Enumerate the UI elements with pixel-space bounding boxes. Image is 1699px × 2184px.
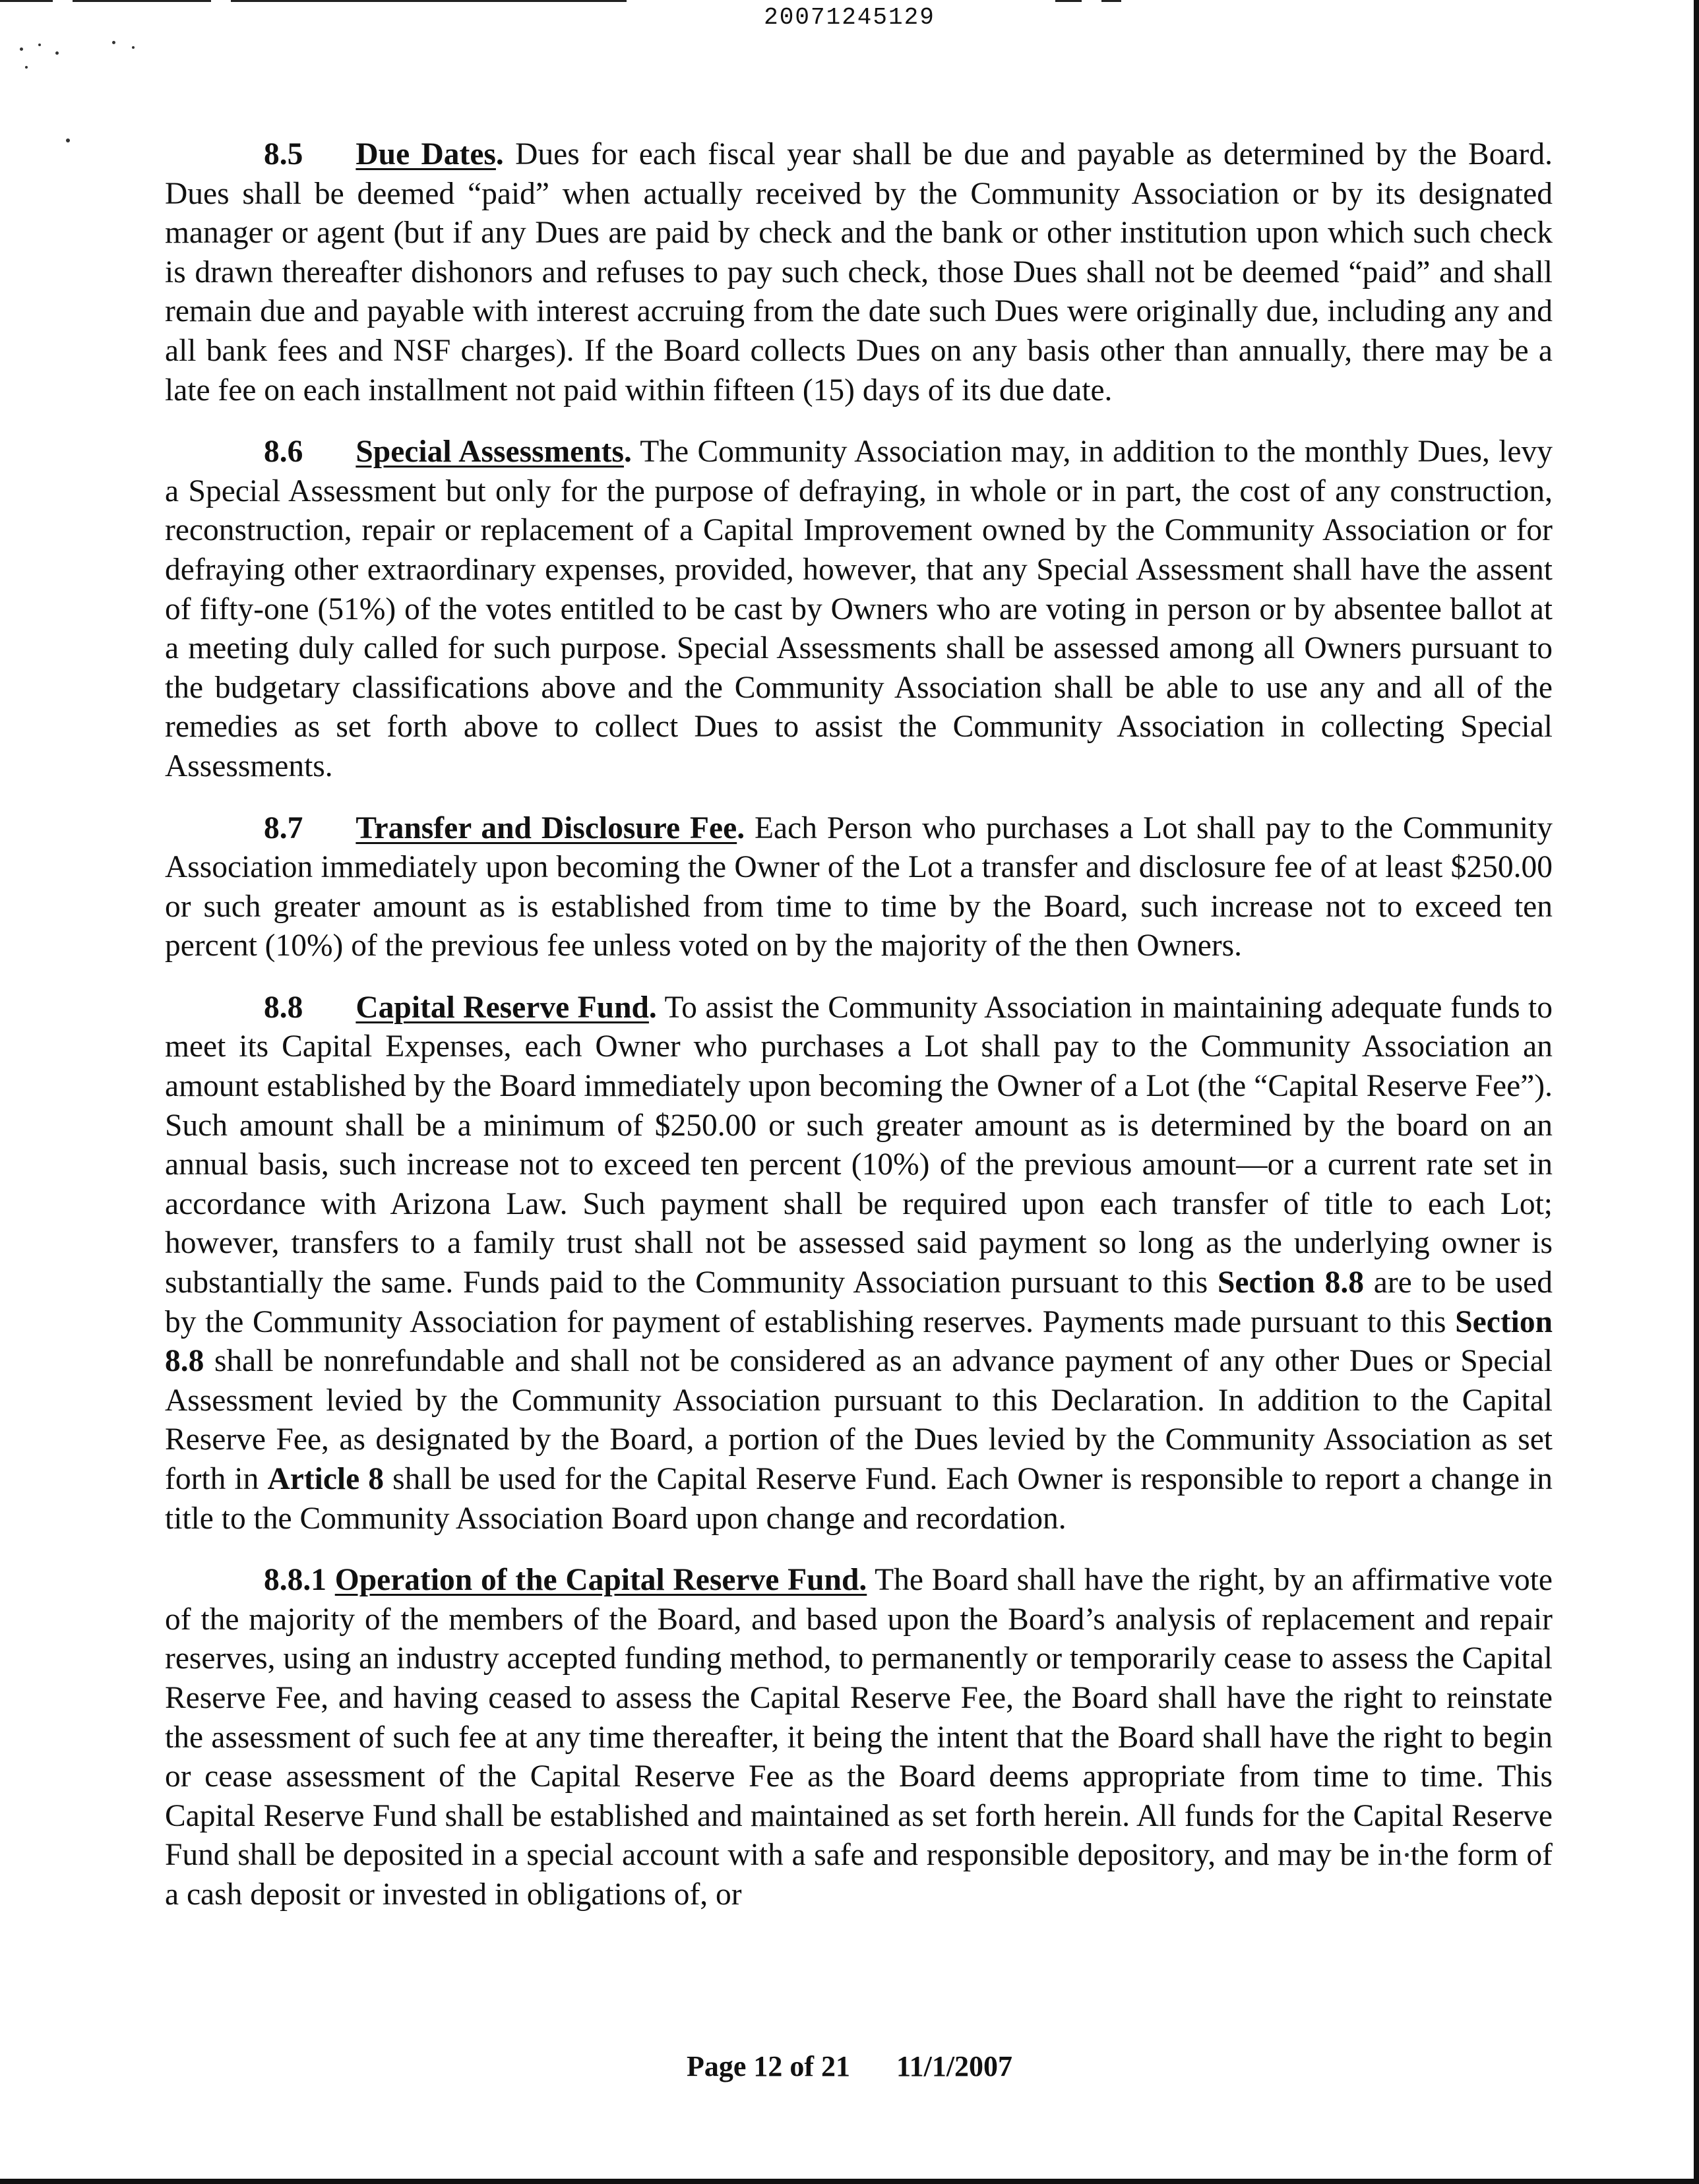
scan-speck bbox=[55, 51, 59, 55]
section-number: 8.5 bbox=[264, 137, 303, 171]
scan-edge-rule bbox=[1055, 0, 1082, 2]
scan-edge-rule bbox=[0, 0, 53, 2]
section-text: The Community Association may, in addition to the monthly Dues, levy a Special Assessment but only for the purpose of defraying, in whole or in part, the cost of any construction, reconstruction, repair or replacement of a Capital Improvement owned by the Community Association or for defraying other extraordinary expenses, provided, however, that any Special Assessment shall have the assent of fifty-one (51%) of the votes entitled to be cast by Owners who are voting in person or by absentee ballot at a meeting duly called for such purpose. Special Assessments shall be assessed among all Owners pursuant to the budgetary classifications above and the Community Association shall be able to use any and all of the remedies as set forth above to collect Dues to assist the Community Association in collecting Special Assessments. bbox=[165, 435, 1553, 783]
section-number: 8.8 bbox=[264, 990, 303, 1025]
scan-speck bbox=[66, 138, 70, 142]
scan-speck bbox=[38, 44, 41, 46]
scan-speck bbox=[132, 46, 135, 49]
section-text: The Board shall have the right, by an affirmative vote of the majority of the members of the Board, and based upon the Board’s analysis of replacement and repair reserves, using an industry accepted funding method, to permanently or temporarily cease to assess the Capital Reserve Fee, and having ceased to assess the Capital Reserve Fee, the Board shall have the right to reinstate the assessment of such fee at any time thereafter, it being the intent that the Board shall have the right to begin or cease assessment of the Capital Reserve Fee as the Board deems appropriate from time to time. This Capital Reserve Fund shall be established and maintained as set forth herein. All funds for the Capital Reserve Fund shall be deposited in a special account with a safe and responsible depository, and may be in the form of a cash deposit or invested in obligations of, or bbox=[165, 1563, 1553, 1912]
scan-edge-rule bbox=[73, 0, 211, 2]
scan-speck bbox=[25, 66, 28, 69]
section-title: Transfer and Disclosure Fee bbox=[355, 810, 737, 845]
section-title: Operation of the Capital Reserve Fund. bbox=[334, 1563, 867, 1598]
section-title: Special Assessments bbox=[355, 435, 624, 470]
section-number: 8.6 bbox=[264, 435, 303, 470]
page-number: Page 12 of 21 bbox=[686, 2050, 851, 2082]
section-text: are to be used by the Community Association for payment of establishing reserves. Payments made pursuant to this bbox=[165, 1265, 1553, 1339]
scan-edge-rule bbox=[1101, 0, 1121, 2]
document-date: 11/1/2007 bbox=[896, 2050, 1013, 2082]
page-footer bbox=[0, 2049, 1699, 2083]
section-8-6: 8.6 Special Assessments. The Community Association may, in addition to the monthly Dues, levy a Special Assessment but only for the purpose of defraying, in whole or in part, the cost of any construction, reconstruction, repair or replacement of a Capital Improvement owned by the Community Association or for defraying other extraordinary expenses, provided, however, that any Special Assessment shall have the assent of fifty-one (51%) of the votes entitled to be cast by Owners who are voting in person or by absentee ballot at a meeting duly called for such purpose. Special Assessments shall be assessed among all Owners pursuant to the budgetary classifications above and the Community Association shall be able to use any and all of the remedies as set forth above to collect Dues to assist the Community Association in collecting Special Assessments. bbox=[165, 435, 1553, 783]
article-reference: Article 8 bbox=[267, 1462, 385, 1496]
section-text: shall be nonrefundable and shall not be considered as an advance payment of any other Dues or Special Assessment levied by the Community Association pursuant to this Declaration. In addition to the Capital Reserve Fee, as designated by the Board, a portion of the Dues levied by the Community Association as set forth in bbox=[165, 1344, 1553, 1496]
section-8-5: 8.5 Due Dates. Dues for each fiscal year shall be due and payable as determined by the Board. Dues shall be deemed “paid” when actually received by the Community Association or by its designated manager or agent (but if any Dues are paid by check and the bank or other institution upon which such check is drawn thereafter dishonors and refuses to pay such check, those Dues shall not be deemed “paid” and shall remain due and payable with interest accruing from the date such Dues were originally due, including any and all bank fees and NSF charges). If the Board collects Dues on any basis other than annually, there may be a late fee on each installment not paid within fifteen (15) days of its due date. bbox=[165, 137, 1553, 408]
section-number: 8.8.1 bbox=[264, 1563, 326, 1598]
scan-speck bbox=[20, 47, 23, 51]
document-body bbox=[165, 135, 1553, 1937]
section-title: Capital Reserve Fund bbox=[355, 990, 649, 1025]
section-title: Due Dates bbox=[355, 137, 496, 171]
scan-speck bbox=[112, 41, 115, 44]
scan-border-right bbox=[1694, 0, 1699, 2184]
section-text: Each Person who purchases a Lot shall pay to the Community Association immediately upon becoming the Owner of the Lot a transfer and disclosure fee of at least $250.00 or such greater amount as is established from time to time by the Board, such increase not to exceed ten percent (10%) of the previous fee unless voted on by the majority of the then Owners. bbox=[165, 810, 1553, 963]
section-text: Dues for each fiscal year shall be due and payable as determined by the Board. Dues shall be deemed “paid” when actually received by the Community Association or by its designated manager or agent (but if any Dues are paid by check and the bank or other institution upon which such check is drawn thereafter dishonors and refuses to pay such check, those Dues shall not be deemed “paid” and shall remain due and payable with interest accruing from the date such Dues were originally due, including any and all bank fees and NSF charges). If the Board collects Dues on any basis other than annually, there may be a late fee on each installment not paid within fifteen (15) days of its due date. bbox=[165, 137, 1553, 408]
section-8-8-1 bbox=[165, 1561, 1553, 1914]
section-8-8: 8.8 Capital Reserve Fund. To assist the Community Association in maintaining adequate funds to meet its Capital Expenses, each Owner who purchases a Lot shall pay to the Community Association an amount established by the Board immediately upon becoming the Owner of a Lot (the “Capital Reserve Fee”). Such amount shall be a minimum of $250.00 or such greater amount as is determined by the board on an annual basis, such increase not to exceed ten percent (10%) of the previous amount—or a current rate set in accordance with Arizona Law. Such payment shall be required upon each transfer of title to each Lot; however, transfers to a family trust shall not be assessed said payment so long as the underlying owner is substantially the same. Funds paid to the Community Association pursuant to this Section 8.8 are to be used by the Community Association for payment of establishing reserves. Payments made pursuant to this Section 8.8 shall be nonrefundable and shall not be considered as an advance payment of any other Dues or Special Assessment levied by the Community Association pursuant to this Declaration. In addition to the Capital Reserve Fee, as designated by the Board, a portion of the Dues levied by the Community Association as set forth in Article 8 shall be used for the Capital Reserve Fund. Each Owner is responsible to report a change in title to the Community Association Board upon change and recordation. bbox=[165, 990, 1553, 1536]
section-text: To assist the Community Association in maintaining adequate funds to meet its Capital Expenses, each Owner who purchases a Lot shall pay to the Community Association an amount established by the Board immediately upon becoming the Owner of a Lot (the “Capital Reserve Fee”). Such amount shall be a minimum of $250.00 or such greater amount as is determined by the board on an annual basis, such increase not to exceed ten percent (10%) of the previous amount—or a current rate set in accordance with Arizona Law. Such payment shall be required upon each transfer of title to each Lot; however, transfers to a family trust shall not be assessed said payment so long as the underlying owner is substantially the same. Funds paid to the Community Association pursuant to this bbox=[165, 990, 1553, 1300]
section-reference: Section 8.8 bbox=[165, 1304, 1553, 1379]
scan-edge-rule bbox=[231, 0, 627, 2]
section-reference: Section 8.8 bbox=[1218, 1265, 1364, 1300]
section-8-7: 8.7 Transfer and Disclosure Fee. Each Person who purchases a Lot shall pay to the Community Association immediately upon becoming the Owner of the Lot a transfer and disclosure fee of at least $250.00 or such greater amount as is established from time to time by the Board, such increase not to exceed ten percent (10%) of the previous fee unless voted on by the majority of the then Owners. bbox=[165, 810, 1553, 963]
section-number: 8.7 bbox=[264, 810, 303, 845]
recording-number: 20071245129 bbox=[764, 4, 935, 31]
section-text: shall be used for the Capital Reserve Fund. Each Owner is responsible to report a change in title to the Community Association Board upon change and recordation. bbox=[165, 1462, 1553, 1536]
scan-border-bottom bbox=[0, 2179, 1699, 2184]
